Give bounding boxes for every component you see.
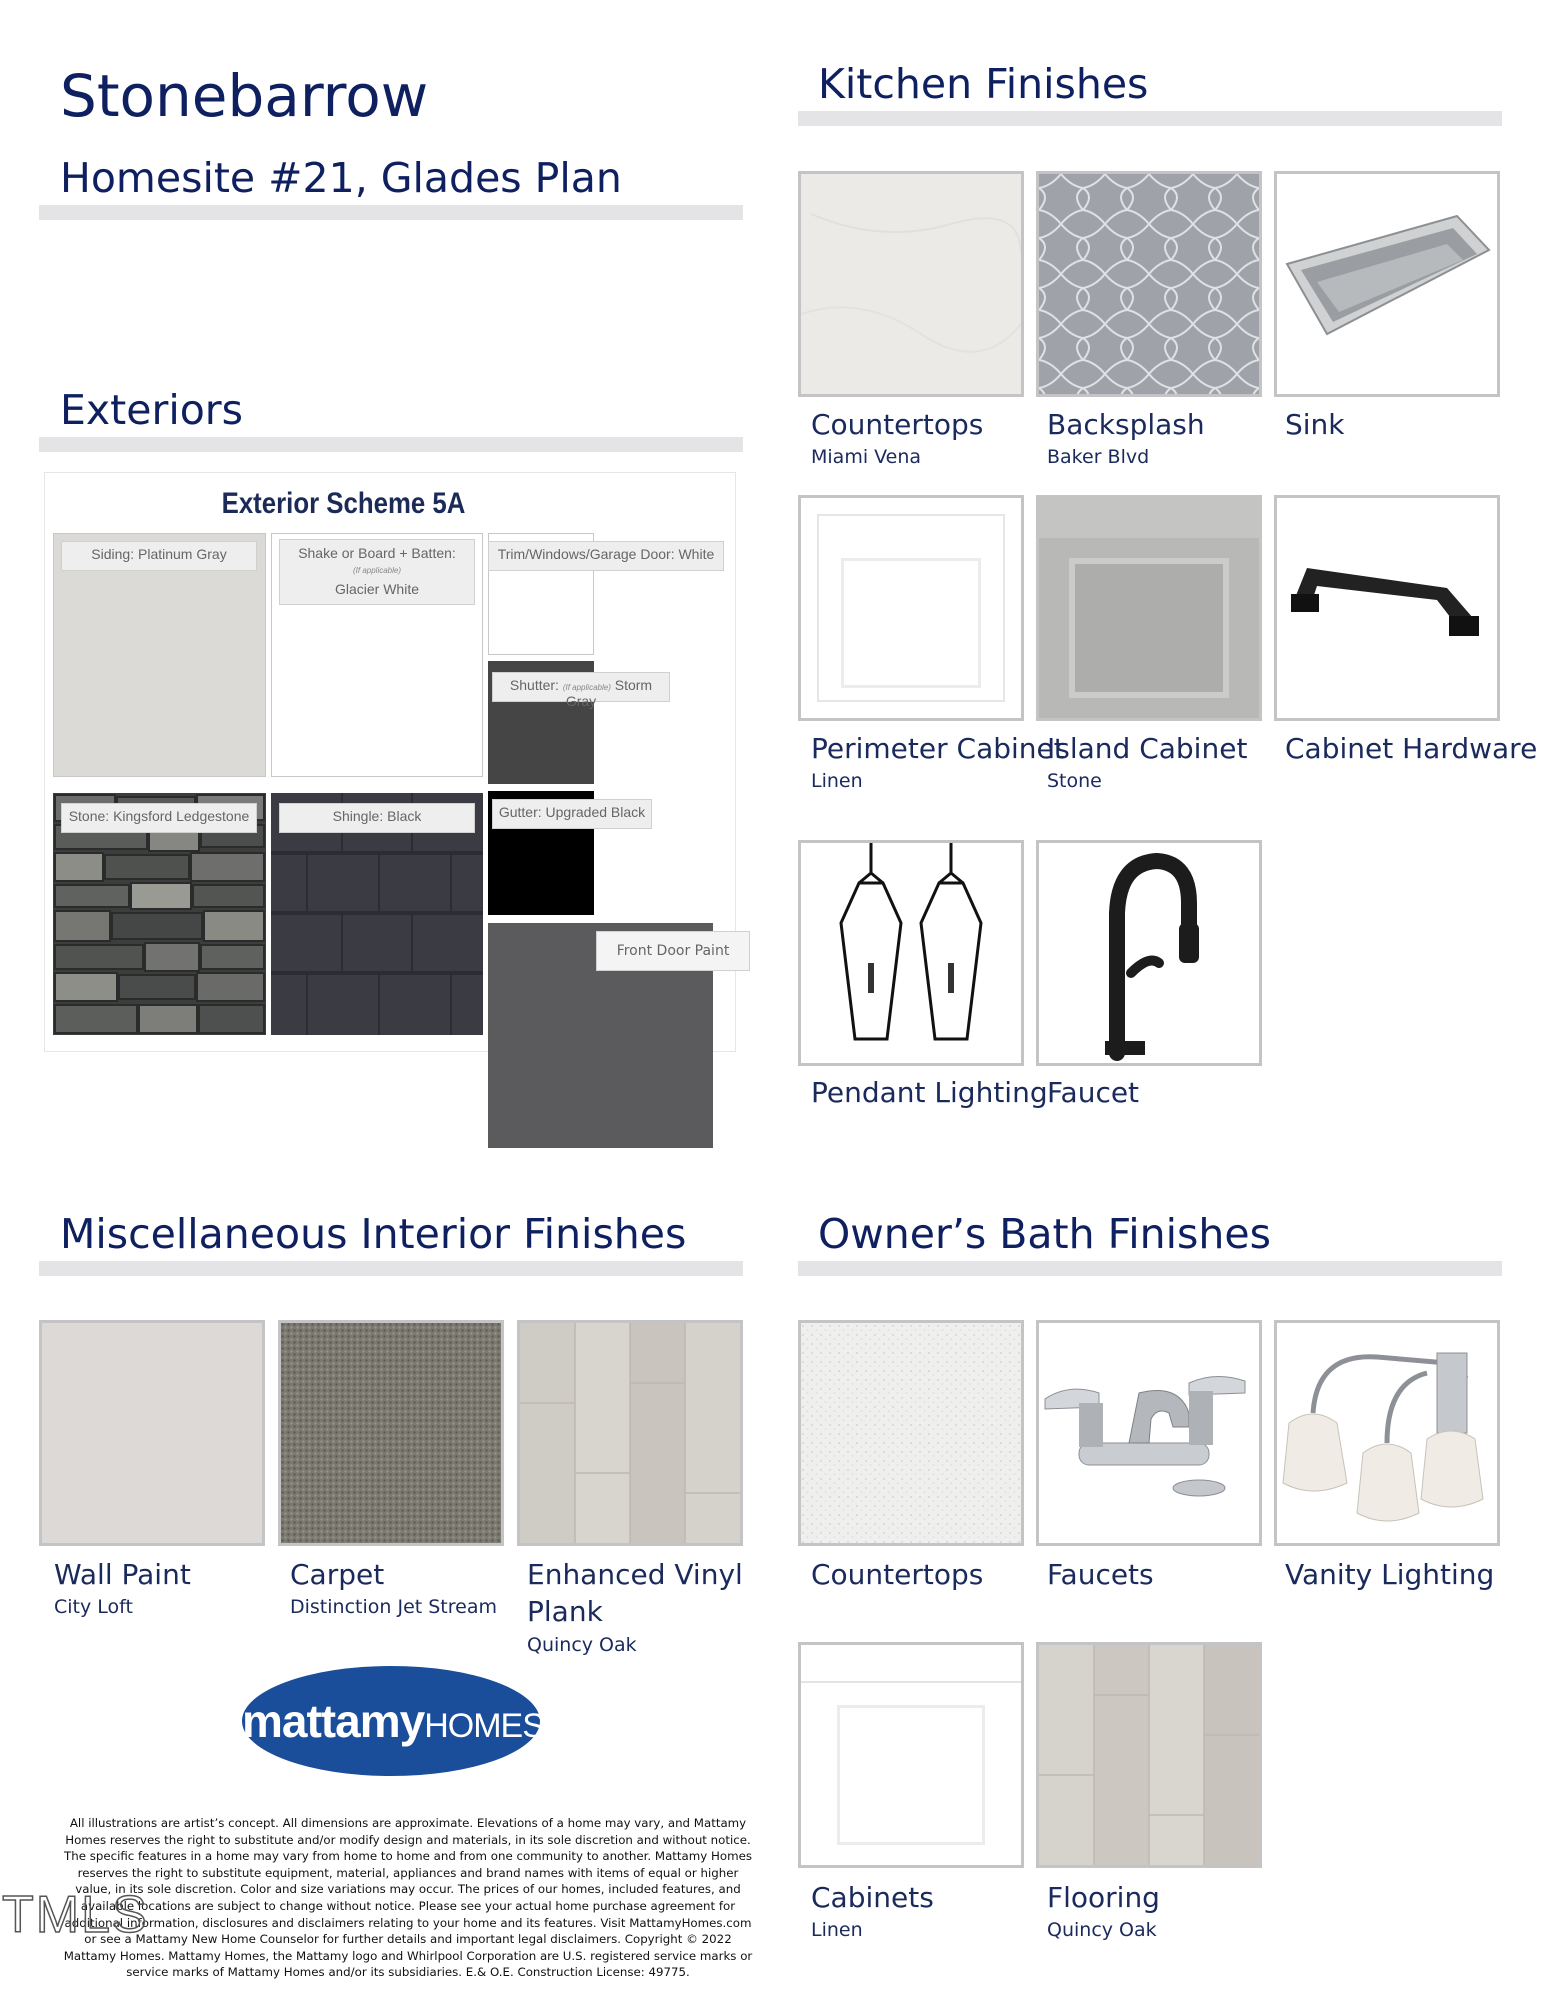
island-cabinet-sub: Stone [1047, 770, 1102, 792]
bath-countertop-label: Countertops [811, 1558, 984, 1591]
carpet-label: Carpet [290, 1558, 385, 1591]
quartz-texture [801, 1323, 1021, 1543]
shutter-tag [492, 672, 670, 709]
vanity-lighting-swatch [1274, 1320, 1500, 1546]
mls-watermark: TMLS [2, 1886, 149, 1944]
island-cabinet-swatch [1036, 495, 1262, 721]
front-door-tag: Front Door Paint [596, 931, 750, 971]
bath-divider [798, 1261, 1502, 1276]
stone-tag: Stone: Kingsford Ledgestone [61, 803, 257, 833]
vinyl-plank-label-line1: Enhanced Vinyl [527, 1558, 743, 1591]
shake-tag-note: (If applicable) [352, 566, 402, 575]
vinyl-plank-label-line2: Plank [527, 1595, 603, 1628]
wood-plank-texture [520, 1323, 740, 1543]
bath-flooring-sub: Quincy Oak [1047, 1919, 1157, 1941]
kitchen-countertop-swatch [798, 171, 1024, 397]
cabinet-hardware-label: Cabinet Hardware [1285, 732, 1538, 765]
pendant-lighting-swatch [798, 840, 1024, 1066]
bath-faucets-label: Faucets [1047, 1558, 1154, 1591]
siding-tag: Siding: Platinum Gray [61, 541, 257, 571]
bath-cabinets-sub: Linen [811, 1919, 863, 1941]
bath-cabinets-swatch [798, 1642, 1024, 1868]
sink-label: Sink [1285, 408, 1345, 441]
sink-swatch [1274, 171, 1500, 397]
bath-cabinets-label: Cabinets [811, 1881, 934, 1914]
faucet-label: Faucet [1047, 1076, 1140, 1109]
backsplash-sub: Baker Blvd [1047, 446, 1150, 468]
misc-divider [39, 1261, 743, 1276]
kitchen-heading: Kitchen Finishes [818, 60, 1149, 108]
sink-icon [1277, 174, 1497, 394]
community-title: Stonebarrow [60, 62, 429, 130]
bath-faucet-icon [1039, 1323, 1259, 1543]
logo-text-bold: mattamy [242, 1695, 425, 1747]
shutter-tag-value: Storm Gray [565, 677, 653, 709]
shake-tag-line2: Glacier White [334, 581, 420, 597]
wall-paint-swatch [39, 1320, 265, 1546]
pendant-lighting-label: Pendant Lighting [811, 1076, 1048, 1109]
header-divider [39, 205, 743, 220]
backsplash-swatch [1036, 171, 1262, 397]
gutter-tag: Gutter: Upgraded Black [492, 799, 652, 829]
bath-heading: Owner’s Bath Finishes [818, 1210, 1271, 1258]
carpet-sub: Distinction Jet Stream [290, 1596, 497, 1618]
misc-heading: Miscellaneous Interior Finishes [60, 1210, 687, 1258]
vinyl-plank-swatch [517, 1320, 743, 1546]
kitchen-countertop-sub: Miami Vena [811, 446, 922, 468]
shutter-tag-prefix: Shutter: [509, 677, 559, 693]
carpet-swatch [278, 1320, 504, 1546]
wall-paint-label: Wall Paint [54, 1558, 191, 1591]
backsplash-label: Backsplash [1047, 408, 1205, 441]
bath-countertop-swatch [798, 1320, 1024, 1546]
cabinet-hardware-swatch [1274, 495, 1500, 721]
exteriors-divider [39, 437, 743, 452]
perimeter-cabinet-label: Perimeter Cabinet [811, 732, 1065, 765]
cabinet-pull-icon [1277, 498, 1497, 718]
shake-tag [279, 539, 475, 605]
marble-texture [801, 174, 1021, 394]
vinyl-plank-sub: Quincy Oak [527, 1634, 637, 1656]
perimeter-cabinet-sub: Linen [811, 770, 863, 792]
exterior-scheme-board [44, 472, 736, 1052]
bath-flooring-label: Flooring [1047, 1881, 1160, 1914]
shingle-tag: Shingle: Black [279, 803, 475, 833]
perimeter-cabinet-swatch [798, 495, 1024, 721]
kitchen-countertop-label: Countertops [811, 408, 984, 441]
legal-disclaimer: All illustrations are artist’s concept. All dimensions are approximate. Elevations of a home may vary, and Mattamy Homes reserves the right to substitute and/or modify design and materials, in its sole discretion and without notice. The specific features in a home may vary from home to home and from one community to another. Mattamy Homes reserves the right to substitute equipment, material, appliances and brand names with items of equal or higher value, in its sole discretion. Color and size variations may occur. The prices of our homes, included features, and available locations are subject to change without notice. Please see your actual home purchase agreement for additional information, disclosures and disclaimers relating to your home and its features. Visit MattamyHomes.com or see a Mattamy New Home Counselor for further details and important legal disclaimers. Copyright © 2022 Mattamy Homes. Mattamy Homes, the Mattamy logo and Whirlpool Corporation are U.S. registered service marks or service marks of Mattamy Homes and/or its subsidiaries. E.& O.E. Construction License: 49775. [63, 1816, 753, 1980]
homesite-title: Homesite #21, Glades Plan [60, 154, 622, 202]
bath-flooring-swatch [1036, 1642, 1262, 1868]
carpet-texture [281, 1323, 501, 1543]
exteriors-heading: Exteriors [60, 386, 244, 434]
island-cabinet-label: Island Cabinet [1047, 732, 1248, 765]
wall-paint-sub: City Loft [54, 1596, 133, 1618]
exterior-scheme-title: Exterior Scheme 5A [221, 487, 466, 520]
pendant-light-icon [801, 843, 1021, 1063]
mattamy-homes-logo [242, 1666, 544, 1776]
vanity-lighting-label: Vanity Lighting [1285, 1558, 1495, 1591]
wood-plank-texture [1039, 1645, 1259, 1865]
trim-tag: Trim/Windows/Garage Door: White [488, 541, 724, 571]
kitchen-divider [798, 111, 1502, 126]
vanity-light-icon [1277, 1323, 1497, 1543]
kitchen-faucet-icon [1039, 843, 1259, 1063]
shutter-tag-note: (If applicable) [562, 683, 611, 692]
logo-text-light: HOMES [424, 1707, 544, 1745]
shake-tag-line1: Shake or Board + Batten: [298, 545, 456, 561]
faucet-swatch [1036, 840, 1262, 1066]
arabesque-tile-pattern [1039, 174, 1259, 394]
bath-faucets-swatch [1036, 1320, 1262, 1546]
